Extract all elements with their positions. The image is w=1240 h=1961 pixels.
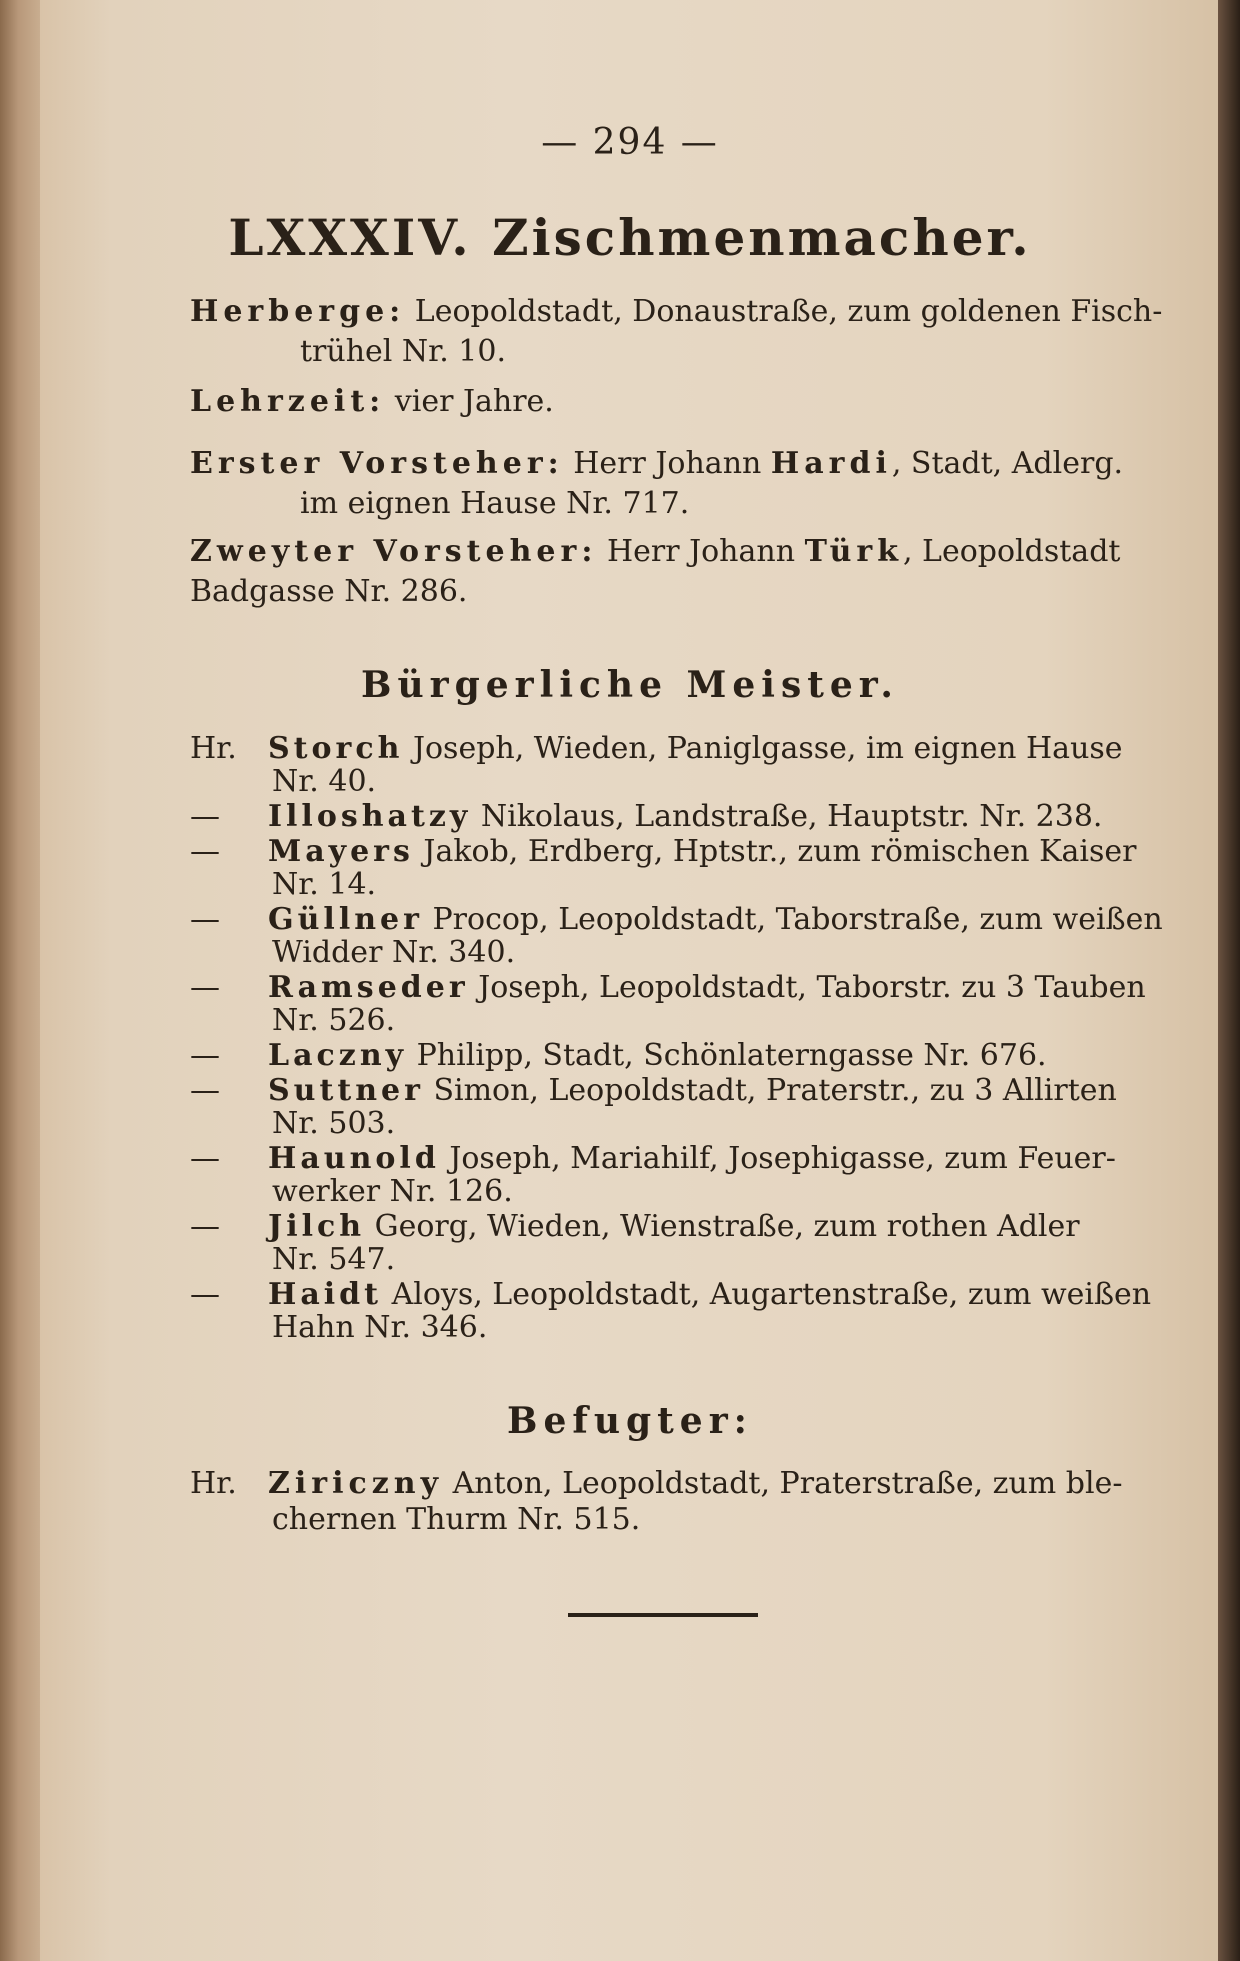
list-item (190, 903, 1180, 969)
erster-vorsteher-title: Herr Johann (573, 446, 762, 481)
befugter-line1: Anton, Leopoldstadt, Praterstraße, zum ble- (452, 1466, 1123, 1501)
zweyter-vorsteher-title: Herr Johann (606, 534, 796, 569)
master-name: Mayers (268, 834, 414, 869)
master-line2: Nr. 14. (272, 867, 377, 902)
master-line2: Hahn Nr. 346. (272, 1310, 488, 1345)
zweyter-vorsteher-label: Zweyter Vorsteher: (190, 534, 598, 569)
befugter-heading: Befugter: (507, 1400, 753, 1442)
list-item (190, 1278, 1180, 1344)
master-name: Illoshatzy (268, 799, 472, 834)
zweyter-vorsteher-entry (190, 532, 1180, 612)
page-number: — 294 — (541, 122, 719, 163)
master-lead: — (190, 1209, 220, 1244)
erster-vorsteher-label: Erster Vorsteher: (190, 446, 564, 481)
list-item (190, 1210, 1180, 1276)
befugter-name: Ziriczny (268, 1466, 444, 1501)
masters-list (190, 732, 1180, 1346)
master-name: Haidt (268, 1277, 383, 1312)
list-item (190, 835, 1180, 901)
master-line2: Nr. 547. (272, 1242, 396, 1277)
list-item (190, 971, 1180, 1037)
master-name: Güllner (268, 902, 423, 937)
erster-vorsteher-name: Hardi (770, 446, 892, 481)
master-name: Laczny (268, 1038, 408, 1073)
befugter-line2: chernen Thurm Nr. 515. (272, 1502, 641, 1537)
herberge-line1: Leopoldstadt, Donaustraße, zum goldenen Fisch- (414, 294, 1163, 329)
end-rule (568, 1613, 758, 1617)
master-name: Jilch (268, 1209, 366, 1244)
master-line1: Jakob, Erdberg, Hptstr., zum römischen Kaiser (423, 834, 1137, 869)
herberge-label: Herberge: (190, 294, 406, 329)
master-lead: — (190, 799, 220, 834)
buergerliche-meister-heading: Bürgerliche Meister. (361, 664, 899, 706)
master-line1: Procop, Leopoldstadt, Taborstraße, zum weißen (432, 902, 1163, 937)
erster-vorsteher-line2: im eignen Hause Nr. 717. (300, 486, 690, 521)
master-name: Storch (268, 731, 404, 766)
zweyter-vorsteher-line2: Badgasse Nr. 286. (190, 574, 468, 609)
master-line1: Joseph, Leopoldstadt, Taborstr. zu 3 Tauben (478, 970, 1146, 1005)
master-lead: — (190, 970, 220, 1005)
page-edge-right (1218, 0, 1240, 1961)
master-lead: — (190, 1277, 220, 1312)
master-line1: Aloys, Leopoldstadt, Augartenstraße, zum weißen (391, 1277, 1152, 1312)
herberge-entry (190, 292, 1180, 372)
master-lead: — (190, 834, 220, 869)
erster-vorsteher-entry (190, 444, 1180, 524)
erster-vorsteher-rest: , Stadt, Adlerg. (891, 446, 1124, 481)
master-name: Haunold (268, 1141, 440, 1176)
master-name: Ramseder (268, 970, 469, 1005)
zweyter-vorsteher-rest: , Leopoldstadt (902, 534, 1121, 569)
list-item (190, 1039, 1180, 1072)
master-lead: — (190, 1073, 220, 1108)
master-lead: — (190, 1141, 220, 1176)
list-item (190, 1142, 1180, 1208)
befugter-entry (190, 1466, 1180, 1538)
master-line2: Nr. 526. (272, 1003, 396, 1038)
book-page (40, 0, 1220, 1961)
master-line2: werker Nr. 126. (272, 1174, 513, 1209)
list-item (190, 1074, 1180, 1140)
master-lead: — (190, 902, 220, 937)
master-line1: Joseph, Wieden, Paniglgasse, im eignen Hause (412, 731, 1123, 766)
master-line1: Georg, Wieden, Wienstraße, zum rothen Adler (374, 1209, 1080, 1244)
master-line2: Widder Nr. 340. (272, 935, 516, 970)
lehrzeit-entry (190, 382, 1180, 422)
zweyter-vorsteher-name: Türk (804, 534, 903, 569)
befugter-lead: Hr. (190, 1466, 237, 1501)
master-lead: — (190, 1038, 220, 1073)
master-line2: Nr. 503. (272, 1106, 396, 1141)
lehrzeit-label: Lehrzeit: (190, 384, 386, 419)
herberge-line2: trühel Nr. 10. (300, 334, 507, 369)
master-line2: Nr. 40. (272, 764, 377, 799)
page-content (40, 0, 1220, 1961)
list-item (190, 800, 1180, 833)
master-name: Suttner (268, 1073, 424, 1108)
master-lead: Hr. (190, 731, 237, 766)
list-item (190, 732, 1180, 798)
master-line1: Joseph, Mariahilf, Josephigasse, zum Feuer- (449, 1141, 1116, 1176)
lehrzeit-text: vier Jahre. (394, 384, 554, 419)
master-line1: Philipp, Stadt, Schönlaterngasse Nr. 676. (416, 1038, 1047, 1073)
chapter-title: LXXXIV. Zischmenmacher. (228, 208, 1032, 267)
master-line1: Simon, Leopoldstadt, Praterstr., zu 3 Allirten (433, 1073, 1117, 1108)
master-line1: Nikolaus, Landstraße, Hauptstr. Nr. 238. (480, 799, 1103, 834)
